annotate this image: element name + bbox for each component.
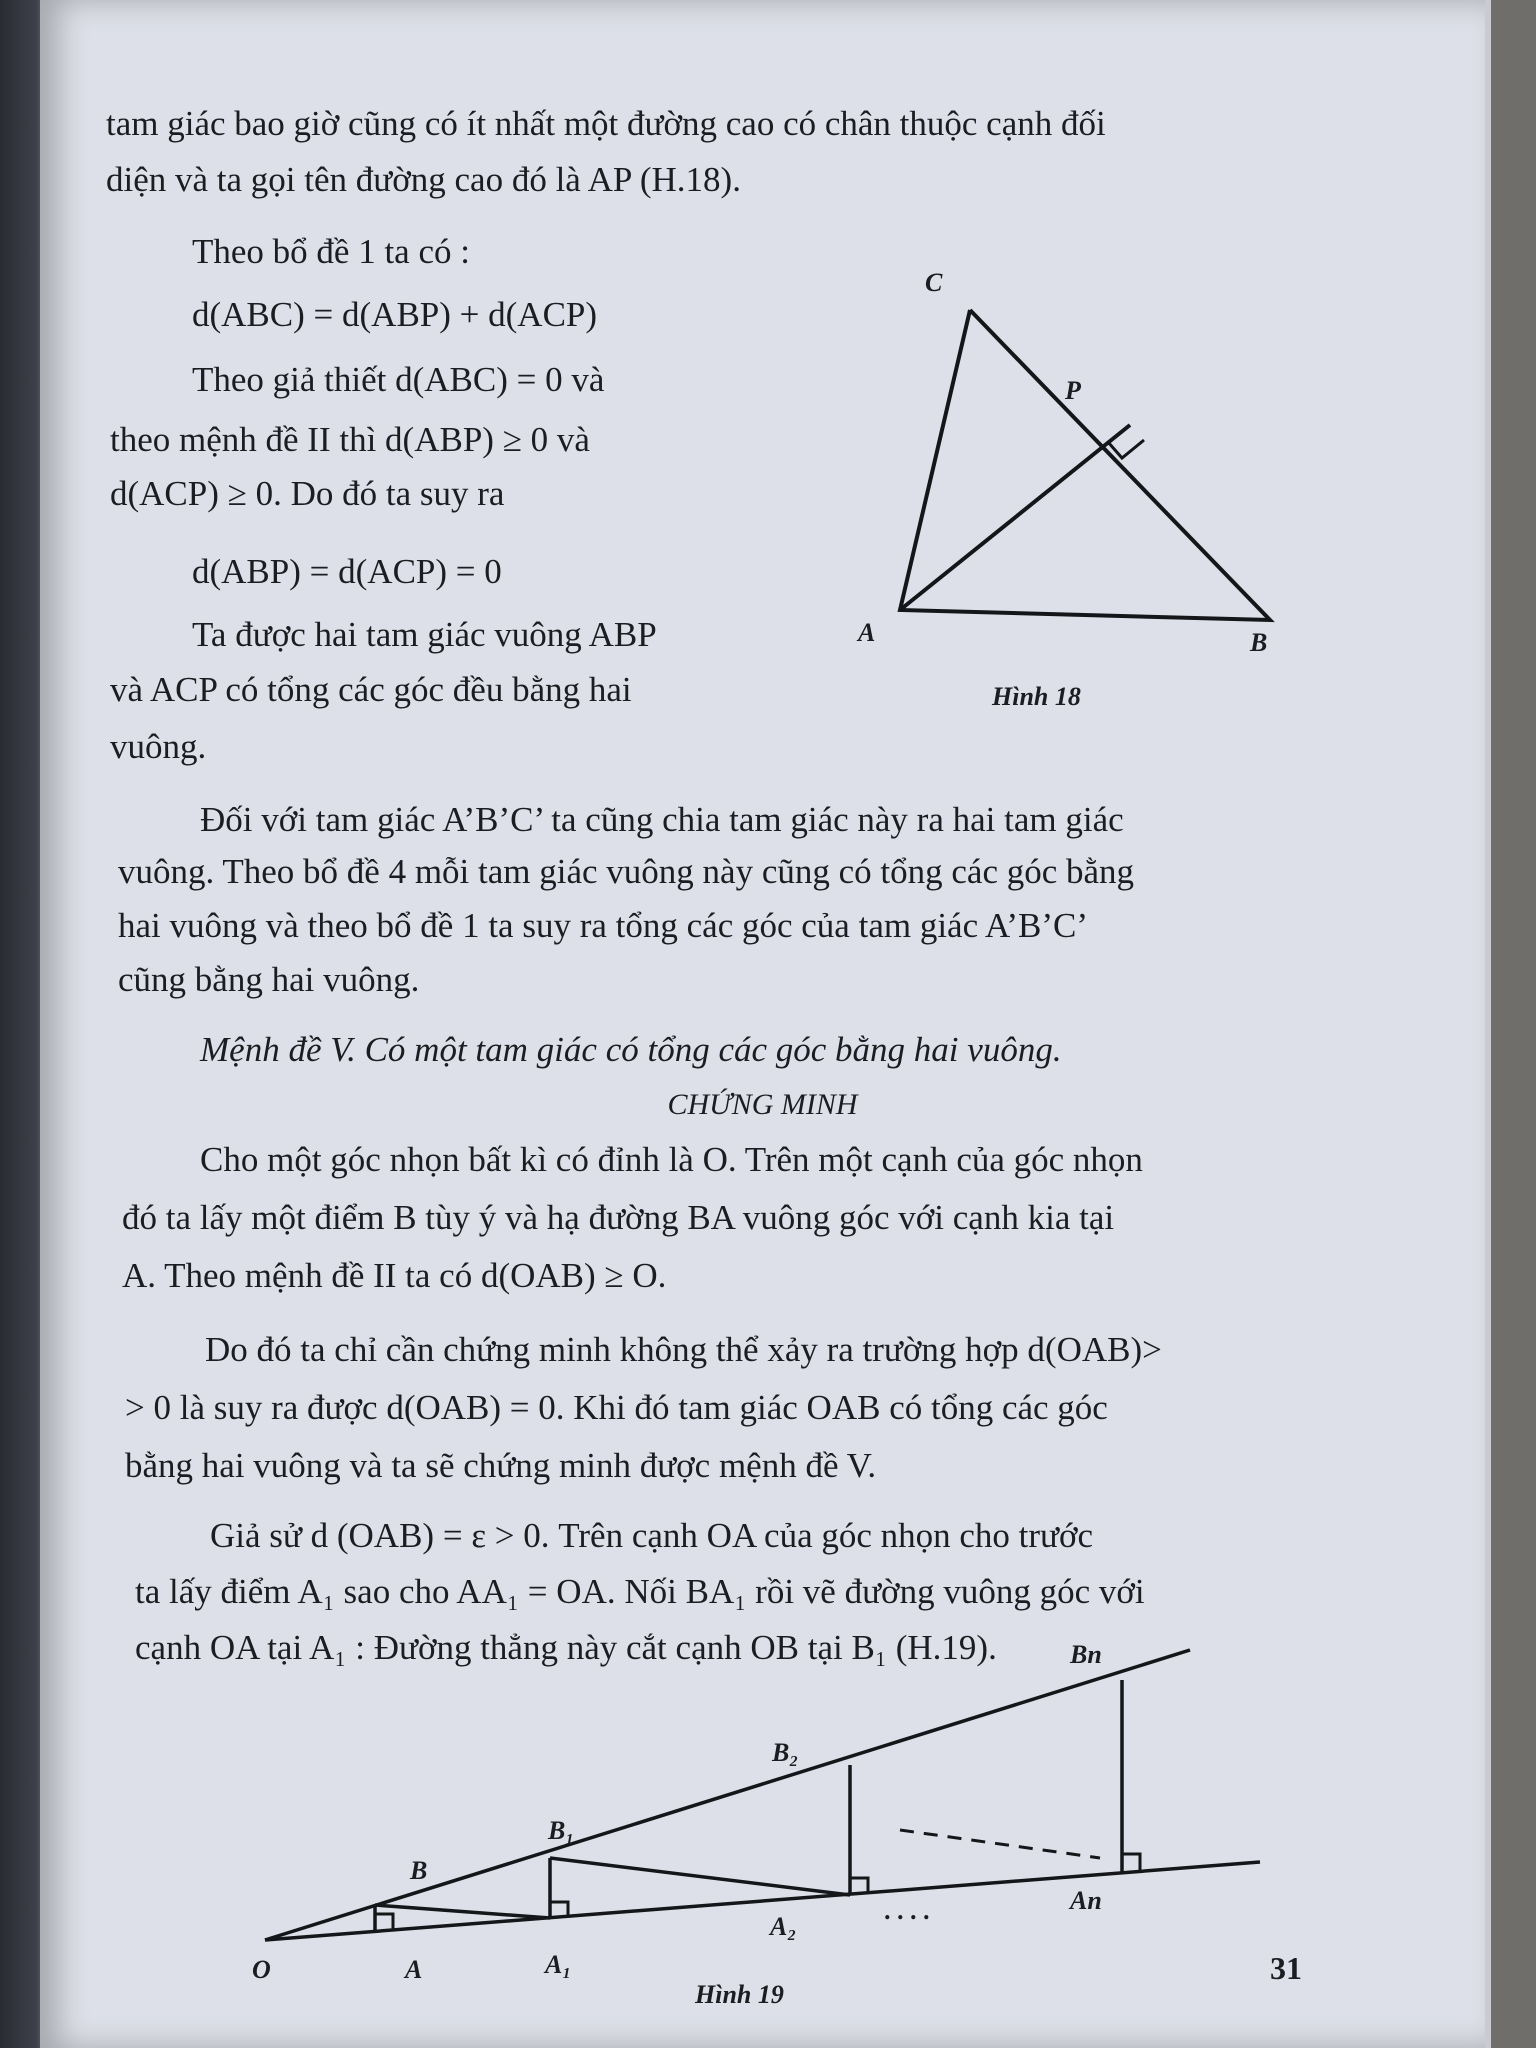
proof-heading: CHỨNG MINH	[667, 1088, 858, 1121]
proof-line: Theo bổ đề 1 ta có :	[192, 232, 470, 271]
book-page	[40, 0, 1491, 2048]
paragraph-line: Đối với tam giác A’B’C’ ta cũng chia tam giác này ra hai tam giác	[200, 800, 1124, 839]
proposition-v: Mệnh đề V. Có một tam giác có tổng các góc bằng hai vuông.	[200, 1030, 1062, 1069]
fig19-label-b: B	[410, 1856, 428, 1885]
fig19-label-a1: A₁	[545, 1950, 572, 1979]
proof-line: d(ACP) ≥ 0. Do đó ta suy ra	[110, 474, 505, 513]
paragraph-line: bằng hai vuông và ta sẽ chứng minh được mệnh đề V.	[125, 1446, 877, 1485]
fig18-label-c: C	[925, 268, 943, 297]
text-line-1: tam giác bao giờ cũng có ít nhất một đường cao có chân thuộc cạnh đối	[106, 104, 1106, 143]
fig18-label-p: P	[1065, 376, 1081, 405]
fig19-dots: . . . .	[885, 1896, 931, 1925]
paragraph-line: hai vuông và theo bổ đề 1 ta suy ra tổng các góc của tam giác A’B’C’	[118, 906, 1088, 945]
fig19-label-b2: B₂	[772, 1738, 799, 1767]
proof-line: theo mệnh đề II thì d(ABP) ≥ 0 và	[110, 420, 590, 459]
text-line-2: diện và ta gọi tên đường cao đó là AP (H.18).	[106, 160, 741, 199]
equation: d(ABC) = d(ABP) + d(ACP)	[192, 295, 598, 334]
paragraph-line: đó ta lấy một điểm B tùy ý và hạ đường BA vuông góc với cạnh kia tại	[122, 1198, 1115, 1237]
fig19-label-bn: Bn	[1070, 1640, 1102, 1669]
proof-line: vuông.	[110, 727, 207, 766]
paragraph-line: ta lấy điểm A₁ sao cho AA₁ = OA. Nối BA₁ rồi vẽ đường vuông góc với	[135, 1572, 1145, 1611]
fig19-label-a2: A₂	[770, 1912, 797, 1941]
page-number: 31	[1270, 1950, 1302, 1986]
figure-18-triangle	[860, 280, 1340, 680]
paragraph-line: Do đó ta chỉ cần chứng minh không thể xảy ra trường hợp d(OAB)>	[205, 1330, 1162, 1369]
paragraph-line: Giả sử d (OAB) = ε > 0. Trên cạnh OA của góc nhọn cho trước	[210, 1516, 1094, 1555]
fig19-label-a: A	[405, 1955, 423, 1984]
fig18-label-a: A	[858, 618, 876, 647]
fig19-label-b1: B₁	[548, 1816, 575, 1845]
equation: d(ABP) = d(ACP) = 0	[192, 552, 502, 591]
fig18-caption: Hình 18	[992, 682, 1081, 711]
fig19-label-o: O	[252, 1955, 271, 1984]
fig19-label-an: An	[1070, 1886, 1102, 1915]
fig18-label-b: B	[1250, 628, 1268, 657]
paragraph-line: cạnh OA tại A₁ : Đường thẳng này cắt cạnh OB tại B₁ (H.19).	[135, 1628, 997, 1667]
fig19-caption: Hình 19	[695, 1980, 784, 2009]
paragraph-line: A. Theo mệnh đề II ta có d(OAB) ≥ O.	[122, 1256, 667, 1295]
paragraph-line: vuông. Theo bổ đề 4 mỗi tam giác vuông này cũng có tổng các góc bằng	[118, 852, 1135, 891]
proof-line: Ta được hai tam giác vuông ABP	[192, 615, 657, 654]
paragraph-line: cũng bằng hai vuông.	[118, 960, 420, 999]
paragraph-line: > 0 là suy ra được d(OAB) = 0. Khi đó tam giác OAB có tổng các góc	[125, 1388, 1108, 1427]
paragraph-line: Cho một góc nhọn bất kì có đỉnh là O. Trên một cạnh của góc nhọn	[200, 1140, 1143, 1179]
proof-line: và ACP có tổng các góc đều bằng hai	[110, 670, 632, 709]
proof-line: Theo giả thiết d(ABC) = 0 và	[192, 360, 605, 399]
